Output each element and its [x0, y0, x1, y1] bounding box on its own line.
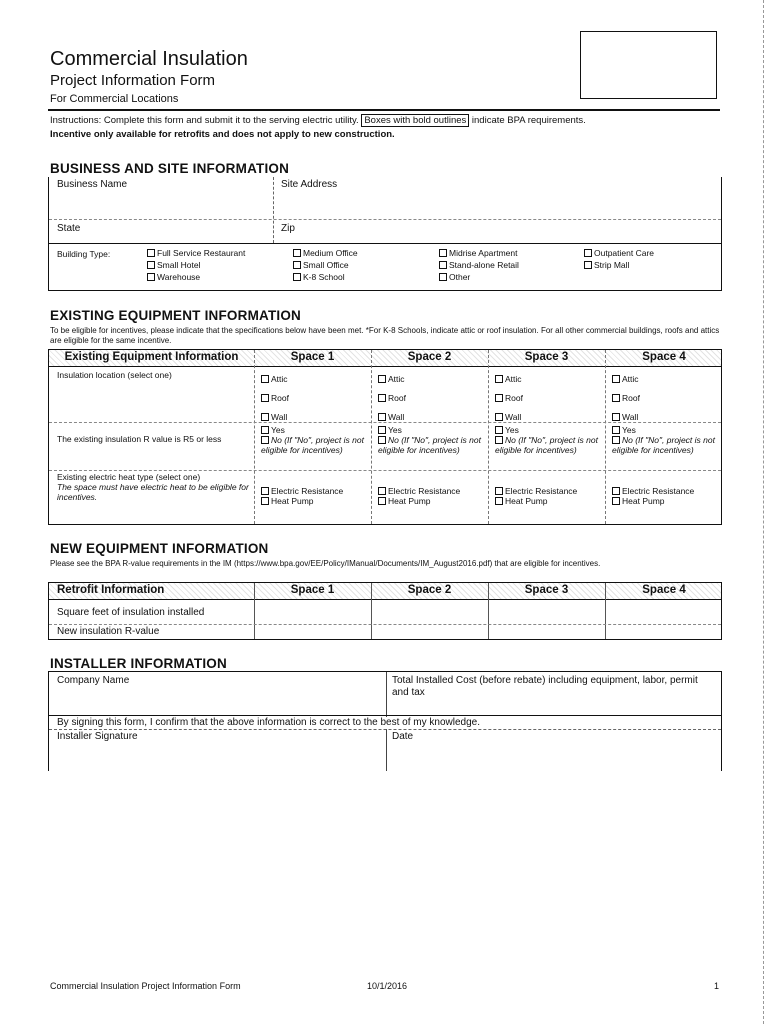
option-label: Yes — [388, 425, 402, 435]
space-2-heat-options — [378, 486, 486, 506]
building-type-option[interactable] — [147, 247, 245, 259]
yes-option[interactable] — [495, 425, 603, 435]
option-label: Wall — [505, 412, 522, 422]
checkbox[interactable] — [612, 436, 620, 444]
checkbox[interactable] — [378, 426, 386, 434]
option-label: Roof — [622, 393, 640, 403]
option-label: Other — [449, 272, 471, 282]
form-title: Commercial Insulation — [50, 48, 248, 70]
building-type-option[interactable] — [147, 271, 245, 283]
checkbox[interactable] — [293, 249, 301, 257]
checkbox[interactable] — [495, 413, 503, 421]
checkbox[interactable] — [293, 261, 301, 269]
header-space-4: Space 4 — [642, 351, 686, 363]
checkbox[interactable] — [261, 413, 269, 421]
column-divider — [488, 350, 489, 524]
building-type-option[interactable] — [439, 259, 519, 271]
business-name-field[interactable] — [57, 179, 271, 217]
header-space-1: Space 1 — [290, 584, 335, 596]
state-field[interactable] — [57, 223, 271, 241]
option-label: Full Service Restaurant — [157, 248, 246, 258]
header-space-2: Space 2 — [407, 584, 452, 596]
option-label: Heat Pump — [271, 496, 314, 506]
confirmation-statement: By signing this form, I confirm that the above information is correct to the best of my knowledge. — [57, 717, 480, 728]
checkbox[interactable] — [612, 487, 620, 495]
option-label: No (If "No", project is not eligible for incentives) — [612, 435, 715, 455]
checkbox[interactable] — [612, 413, 620, 421]
instructions-bold-note: Incentive only available for retrofits and does not apply to new construction. — [50, 129, 395, 140]
checkbox[interactable] — [261, 436, 269, 444]
option-label: Roof — [388, 393, 406, 403]
option-label: Yes — [622, 425, 636, 435]
date-label: Date — [392, 731, 414, 742]
no-option[interactable] — [378, 435, 486, 455]
checkbox[interactable] — [495, 436, 503, 444]
checkbox[interactable] — [612, 426, 620, 434]
location-option-roof[interactable] — [495, 389, 523, 408]
checkbox[interactable] — [612, 497, 620, 505]
building-type-label: Building Type: — [57, 249, 111, 259]
building-type-option[interactable] — [147, 259, 245, 271]
space-1-rvalue-options — [261, 425, 369, 455]
date-field[interactable] — [392, 731, 717, 769]
zip-label: Zip — [281, 223, 295, 234]
option-label: Roof — [271, 393, 289, 403]
header-retrofit-info: Retrofit Information — [57, 584, 165, 596]
form-scope: For Commercial Locations — [50, 93, 179, 105]
option-label: Yes — [271, 425, 285, 435]
row-divider — [49, 470, 721, 471]
checkbox[interactable] — [495, 375, 503, 383]
heat-pump-option[interactable] — [495, 496, 603, 506]
option-label: Wall — [388, 412, 405, 422]
building-type-col2 — [293, 247, 358, 283]
space-4-heat-options — [612, 486, 720, 506]
location-option-attic[interactable] — [612, 370, 640, 389]
checkbox[interactable] — [439, 261, 447, 269]
checkbox[interactable] — [439, 273, 447, 281]
option-label: Electric Resistance — [622, 486, 695, 496]
location-option-attic[interactable] — [378, 370, 406, 389]
header-existing-info: Existing Equipment Information — [64, 351, 239, 363]
checkbox[interactable] — [584, 261, 592, 269]
r-value-label: The existing insulation R value is R5 or less — [57, 434, 222, 444]
building-type-col1 — [147, 247, 245, 283]
building-type-col4 — [584, 247, 654, 271]
option-label: Attic — [622, 374, 639, 384]
building-type-option[interactable] — [293, 247, 358, 259]
checkbox[interactable] — [584, 249, 592, 257]
option-label: K-8 School — [303, 272, 345, 282]
space-3-location-options — [495, 370, 523, 427]
header-space-3: Space 3 — [524, 584, 569, 596]
instructions-boxed-text: Boxes with bold outlines — [361, 114, 469, 127]
form-subtitle: Project Information Form — [50, 72, 216, 89]
option-label: No (If "No", project is not eligible for incentives) — [261, 435, 364, 455]
instructions-text-end: indicate BPA requirements. — [471, 115, 586, 126]
option-label: Small Office — [303, 260, 349, 270]
row-divider — [49, 624, 721, 625]
location-option-roof[interactable] — [378, 389, 406, 408]
electric-resistance-option[interactable] — [612, 486, 720, 496]
row-divider — [49, 715, 721, 716]
space-4-location-options — [612, 370, 640, 427]
option-label: Wall — [271, 412, 288, 422]
option-label: Small Hotel — [157, 260, 201, 270]
divider — [49, 243, 721, 244]
zip-field[interactable] — [281, 223, 711, 241]
state-label: State — [57, 223, 81, 234]
option-label: No (If "No", project is not eligible for incentives) — [495, 435, 598, 455]
divider — [49, 219, 721, 220]
existing-note: To be eligible for incentives, please indicate that the specifications below have been met. *For K-8 Schools, indicate attic or roof insulation. For all other commercial buildings, roofs and attics are eligible for the same incentive. — [50, 326, 720, 345]
business-section-title: BUSINESS AND SITE INFORMATION — [50, 161, 290, 176]
electric-resistance-option[interactable] — [495, 486, 603, 496]
heat-type-label — [57, 472, 252, 502]
checkbox[interactable] — [612, 375, 620, 383]
no-option[interactable] — [495, 435, 603, 455]
footer-form-name: Commercial Insulation Project Information Form — [50, 981, 241, 991]
new-equipment-note: Please see the BPA R-value requirements in the IM (https://www.bpa.gov/EE/Policy/IManual/Documents/IM_August2016.pdf) that are eligible for incentives. — [50, 559, 601, 568]
option-label: Electric Resistance — [388, 486, 461, 496]
checkbox[interactable] — [261, 375, 269, 383]
building-type-col3 — [439, 247, 519, 283]
business-name-label: Business Name — [57, 179, 128, 190]
r-value-new-label: New insulation R-value — [57, 626, 160, 637]
space-1-heat-options — [261, 486, 369, 506]
signature-label: Installer Signature — [57, 731, 138, 742]
heat-pump-option[interactable] — [261, 496, 369, 506]
building-type-option[interactable] — [439, 247, 519, 259]
option-label: Medium Office — [303, 248, 358, 258]
checkbox[interactable] — [378, 413, 386, 421]
company-name-label: Company Name — [57, 675, 130, 686]
header-space-3: Space 3 — [524, 351, 569, 363]
site-address-label: Site Address — [281, 179, 338, 190]
instructions — [50, 114, 720, 142]
existing-section-title: EXISTING EQUIPMENT INFORMATION — [50, 308, 302, 323]
checkbox[interactable] — [261, 394, 269, 402]
header-rule — [48, 109, 720, 111]
retrofit-table — [48, 582, 722, 640]
instructions-text: Instructions: Complete this form and submit it to the serving electric utility. — [50, 115, 359, 126]
header-space-2: Space 2 — [407, 351, 452, 363]
footer-date: 10/1/2016 — [367, 981, 408, 991]
option-label: Heat Pump — [388, 496, 431, 506]
checkbox[interactable] — [378, 394, 386, 402]
checkbox[interactable] — [612, 394, 620, 402]
divider — [273, 177, 274, 243]
yes-option[interactable] — [378, 425, 486, 435]
installer-table — [48, 671, 722, 771]
checkbox[interactable] — [495, 394, 503, 402]
option-label: Heat Pump — [505, 496, 548, 506]
checkbox[interactable] — [261, 426, 269, 434]
checkbox[interactable] — [147, 273, 155, 281]
column-divider — [605, 350, 606, 524]
checkbox[interactable] — [147, 249, 155, 257]
heat-type-label-text: Existing electric heat type (select one) — [57, 472, 201, 482]
option-label: Yes — [505, 425, 519, 435]
space-1-location-options — [261, 370, 289, 427]
checkbox[interactable] — [378, 375, 386, 383]
building-type-option[interactable] — [584, 247, 654, 259]
business-table — [48, 177, 722, 291]
option-label: Wall — [622, 412, 639, 422]
header-space-4: Space 4 — [642, 584, 686, 596]
location-option-roof[interactable] — [261, 389, 289, 408]
electric-resistance-option[interactable] — [378, 486, 486, 496]
checkbox[interactable] — [378, 436, 386, 444]
option-label: Electric Resistance — [505, 486, 578, 496]
option-label: Heat Pump — [622, 496, 665, 506]
site-address-field[interactable] — [281, 179, 711, 217]
no-option[interactable] — [261, 435, 369, 455]
building-type-option[interactable] — [293, 259, 358, 271]
sq-ft-label: Square feet of insulation installed — [57, 607, 205, 618]
checkbox[interactable] — [261, 487, 269, 495]
checkbox[interactable] — [495, 497, 503, 505]
company-name-field[interactable] — [57, 675, 382, 713]
option-label: Electric Resistance — [271, 486, 344, 496]
column-divider — [254, 350, 255, 524]
existing-equipment-table — [48, 349, 722, 525]
option-label: Roof — [505, 393, 523, 403]
installer-signature-field[interactable] — [57, 731, 382, 769]
installer-section-title: INSTALLER INFORMATION — [50, 656, 227, 671]
option-label: Attic — [388, 374, 405, 384]
building-type-option[interactable] — [584, 259, 654, 271]
checkbox[interactable] — [261, 497, 269, 505]
heat-type-requirement: The space must have electric heat to be eligible for incentives. — [57, 482, 249, 502]
space-2-location-options — [378, 370, 406, 427]
row-divider — [49, 729, 721, 730]
yes-option[interactable] — [261, 425, 369, 435]
page-edge-line — [763, 0, 764, 1024]
yes-option[interactable] — [612, 425, 720, 435]
location-option-attic[interactable] — [495, 370, 523, 389]
heat-pump-option[interactable] — [612, 496, 720, 506]
electric-resistance-option[interactable] — [261, 486, 369, 496]
total-cost-field[interactable] — [392, 675, 717, 713]
checkbox[interactable] — [495, 487, 503, 495]
checkbox[interactable] — [495, 426, 503, 434]
space-2-rvalue-options — [378, 425, 486, 455]
checkbox[interactable] — [378, 497, 386, 505]
option-label: Attic — [271, 374, 288, 384]
insulation-location-label: Insulation location (select one) — [57, 370, 172, 380]
new-equipment-section-title: NEW EQUIPMENT INFORMATION — [50, 541, 269, 556]
checkbox[interactable] — [439, 249, 447, 257]
space-3-rvalue-options — [495, 425, 603, 455]
space-3-heat-options — [495, 486, 603, 506]
no-option[interactable] — [612, 435, 720, 455]
checkbox[interactable] — [378, 487, 386, 495]
total-cost-label: Total Installed Cost (before rebate) including equipment, labor, permit and tax — [392, 675, 698, 698]
option-label: No (If "No", project is not eligible for incentives) — [378, 435, 481, 455]
column-divider — [371, 350, 372, 524]
footer-page-number: 1 — [714, 981, 720, 991]
option-label: Stand-alone Retail — [449, 260, 519, 270]
location-option-attic[interactable] — [261, 370, 289, 389]
checkbox[interactable] — [147, 261, 155, 269]
option-label: Outpatient Care — [594, 248, 655, 258]
building-type-option[interactable] — [293, 271, 358, 283]
header-space-1: Space 1 — [290, 351, 335, 363]
checkbox[interactable] — [293, 273, 301, 281]
building-type-option[interactable] — [439, 271, 519, 283]
option-label: Midrise Apartment — [449, 248, 518, 258]
option-label: Attic — [505, 374, 522, 384]
heat-pump-option[interactable] — [378, 496, 486, 506]
option-label: Strip Mall — [594, 260, 630, 270]
option-label: Warehouse — [157, 272, 201, 282]
space-4-rvalue-options — [612, 425, 720, 455]
location-option-roof[interactable] — [612, 389, 640, 408]
logo-placeholder-box — [580, 31, 717, 99]
